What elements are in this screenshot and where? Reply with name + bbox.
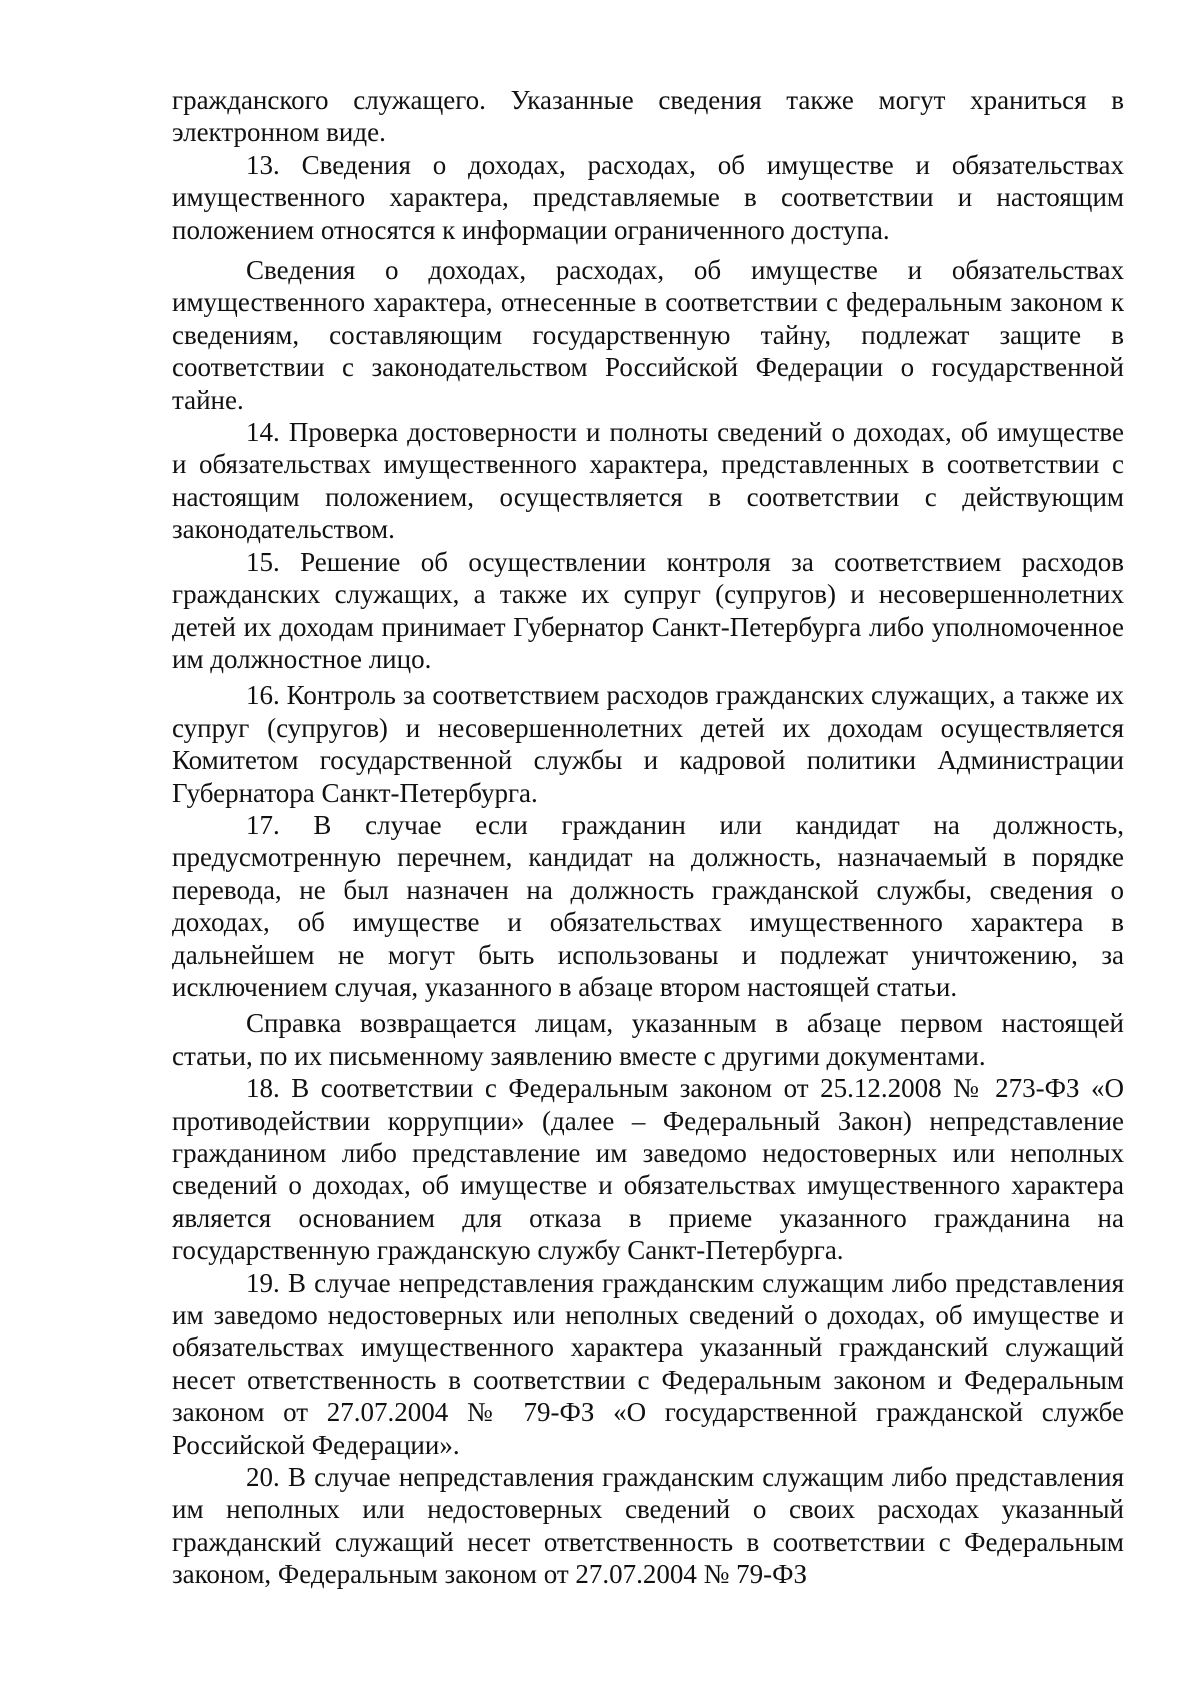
paragraph-17: 17. В случае если гражданин или кандидат на должность, предусмотренную перечнем, кандидат на должность, назначаемый в порядке перевода, не был назначен на должность гражданской службы, сведения о доходах, об имуществе и обязательствах имущественного характера в дальнейшем не могут быть использованы и подлежат уничтожению, за исключением случая, указанного в абзаце втором настоящей статьи. [172, 809, 1124, 1002]
paragraph-continuation: гражданского служащего. Указанные сведения также могут храниться в электронном виде. [172, 85, 1124, 148]
document-body [172, 84, 1124, 1591]
paragraph-18: 18. В соответствии с Федеральным законом от 25.12.2008 № 273-ФЗ «О противодействии коррупции» (далее – Федеральный Закон) непредставление гражданином либо представление им заведомо недостоверных или неполных сведений о доходах, об имуществе и обязательствах имущественного характера является основанием для отказа в приеме указанного гражданина на государственную гражданскую службу Санкт-Петербурга. [172, 1073, 1124, 1266]
paragraph-19: 19. В случае непредставления гражданским служащим либо представления им заведомо недостоверных или неполных сведений о доходах, об имуществе и обязательствах имущественного характера указанный гражданский служащий несет ответственность в соответствии с Федеральным законом и Федеральным законом от 27.07.2004 № 79-ФЗ «О государственной гражданской службе Российской Федерации». [172, 1267, 1124, 1460]
paragraph-13: 13. Сведения о доходах, расходах, об имуществе и обязательствах имущественного характера, представляемые в соответствии и настоящим положением относятся к информации ограниченного доступа. [172, 149, 1124, 245]
paragraph-16: 16. Контроль за соответствием расходов гражданских служащих, а также их супруг (супругов) и несовершеннолетних детей их доходам осуществляется Комитетом государственной службы и кадровой политики Администрации Губернатора Санкт-Петербурга. [172, 680, 1124, 808]
paragraph-14: 14. Проверка достоверности и полноты сведений о доходах, об имуществе и обязательствах имущественного характера, представленных в соответствии с настоящим положением, осуществляется в соответствии с действующим законодательством. [172, 417, 1124, 545]
paragraph-17-reference-return: Справка возвращается лицам, указанным в абзаце первом настоящей статьи, по их письменному заявлению вместе с другими документами. [172, 1008, 1124, 1071]
paragraph-20: 20. В случае непредставления гражданским служащим либо представления им неполных или недостоверных сведений о своих расходах указанный гражданский служащий несет ответственность в соответствии с Федеральным законом, Федеральным законом от 27.07.2004 № 79-ФЗ [172, 1462, 1124, 1590]
paragraph-13-secret-info: Сведения о доходах, расходах, об имуществе и обязательствах имущественного характера, отнесенные в соответствии с федеральным законом к сведениям, составляющим государственную тайну, подлежат защите в соответствии с законодательством Российской Федерации о государственной тайне. [172, 255, 1124, 415]
paragraph-15: 15. Решение об осуществлении контроля за соответствием расходов гражданских служащих, а также их супруг (супругов) и несовершеннолетних детей их доходам принимает Губернатор Санкт-Петербурга либо уполномоченное им должностное лицо. [172, 546, 1124, 674]
